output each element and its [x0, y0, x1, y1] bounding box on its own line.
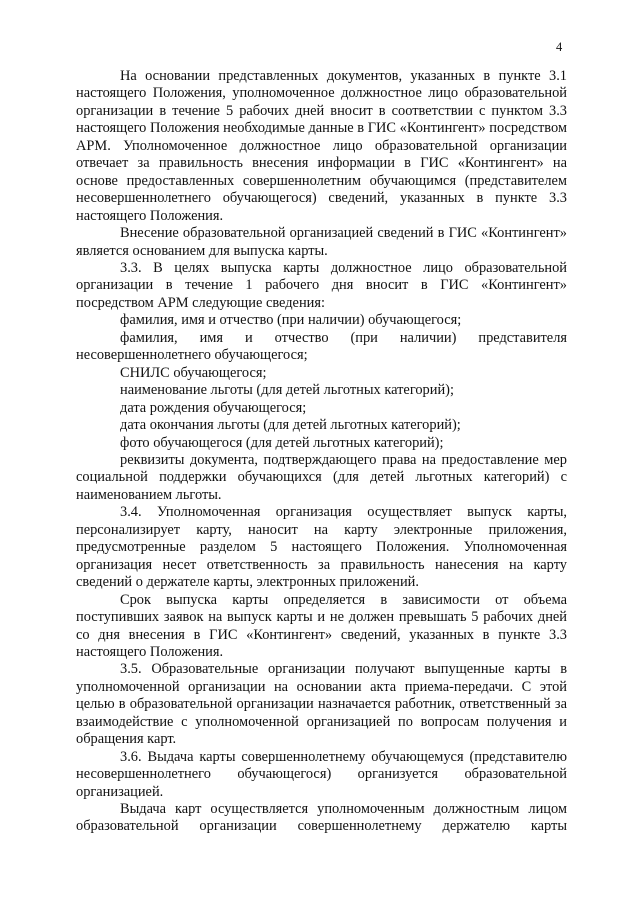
list-item-document-details: реквизиты документа, подтверждающего права на предоставление мер социальной поддержки обучающихся (для детей льготных категорий) с наименованием льготы. — [76, 451, 567, 503]
list-item-benefit-name: наименование льготы (для детей льготных категорий); — [120, 382, 454, 399]
document-body — [76, 68, 567, 836]
paragraph-3-3: 3.3. В целях выпуска карты должностное лицо образовательной организации в течение 1 рабочего дня вносит в ГИС «Контингент» посредством АРМ следующие сведения: — [76, 259, 567, 311]
paragraph-issue-term: Срок выпуска карты определяется в зависимости от объема поступивших заявок на выпуск карты и не должен превышать 5 рабочих дней со дня внесения в ГИС «Контингент» сведений, указанных в пункте 3.3 настоящего Положения. — [76, 591, 567, 660]
list-item-benefit-end-date: дата окончания льготы (для детей льготных категорий); — [120, 417, 461, 434]
paragraph-card-handover: Выдача карт осуществляется уполномоченным должностным лицом образовательной организации совершеннолетнему держателю карты — [76, 801, 567, 835]
paragraph-3-6: 3.6. Выдача карты совершеннолетнему обучающемуся (представителю несовершеннолетнего обучающегося) организуется образовательной организацией. — [76, 748, 567, 800]
page-number: 4 — [556, 40, 563, 54]
list-item-photo: фото обучающегося (для детей льготных категорий); — [120, 434, 444, 451]
paragraph-data-entry: На основании представленных документов, указанных в пункте 3.1 настоящего Положения, уполномоченное должностное лицо образовательной организации в течение 5 рабочих дней вносит в соответствии с пунктом 3.3 настоящего Положения необходимые данные в ГИС «Контингент» посредством АРМ. Уполномоченное должностное лицо образовательной организации отвечает за правильность внесения информации в ГИС «Контингент» на основе предоставленных совершеннолетним обучающимся (представителем несовершеннолетнего обучающегося) сведений, указанных в пункте 3.3 настоящего Положения. — [76, 68, 567, 224]
paragraph-3-5: 3.5. Образовательные организации получают выпущенные карты в уполномоченной организации на основании акта приема-передачи. С этой целью в образовательной организации назначается работник, ответственный за взаимодействие с уполномоченной организацией по вопросам получения и обращения карт. — [76, 661, 567, 748]
list-item-full-name: фамилия, имя и отчество (при наличии) обучающегося; — [120, 312, 462, 329]
paragraph-3-4: 3.4. Уполномоченная организация осуществляет выпуск карты, персонализирует карту, наносит на карту электронные приложения, предусмотренные разделом 5 настоящего Положения. Уполномоченная организация несет ответственность за правильность нанесения на карту сведений о держателе карты, электронных приложений. — [76, 504, 567, 591]
list-item-birth-date: дата рождения обучающегося; — [120, 399, 307, 416]
paragraph-basis-for-issue: Внесение образовательной организацией сведений в ГИС «Контингент» является основанием для выпуска карты. — [76, 225, 567, 259]
list-item-representative-name: фамилия, имя и отчество (при наличии) представителя несовершеннолетнего обучающегося; — [76, 329, 567, 364]
list-item-snils: СНИЛС обучающегося; — [120, 364, 267, 381]
